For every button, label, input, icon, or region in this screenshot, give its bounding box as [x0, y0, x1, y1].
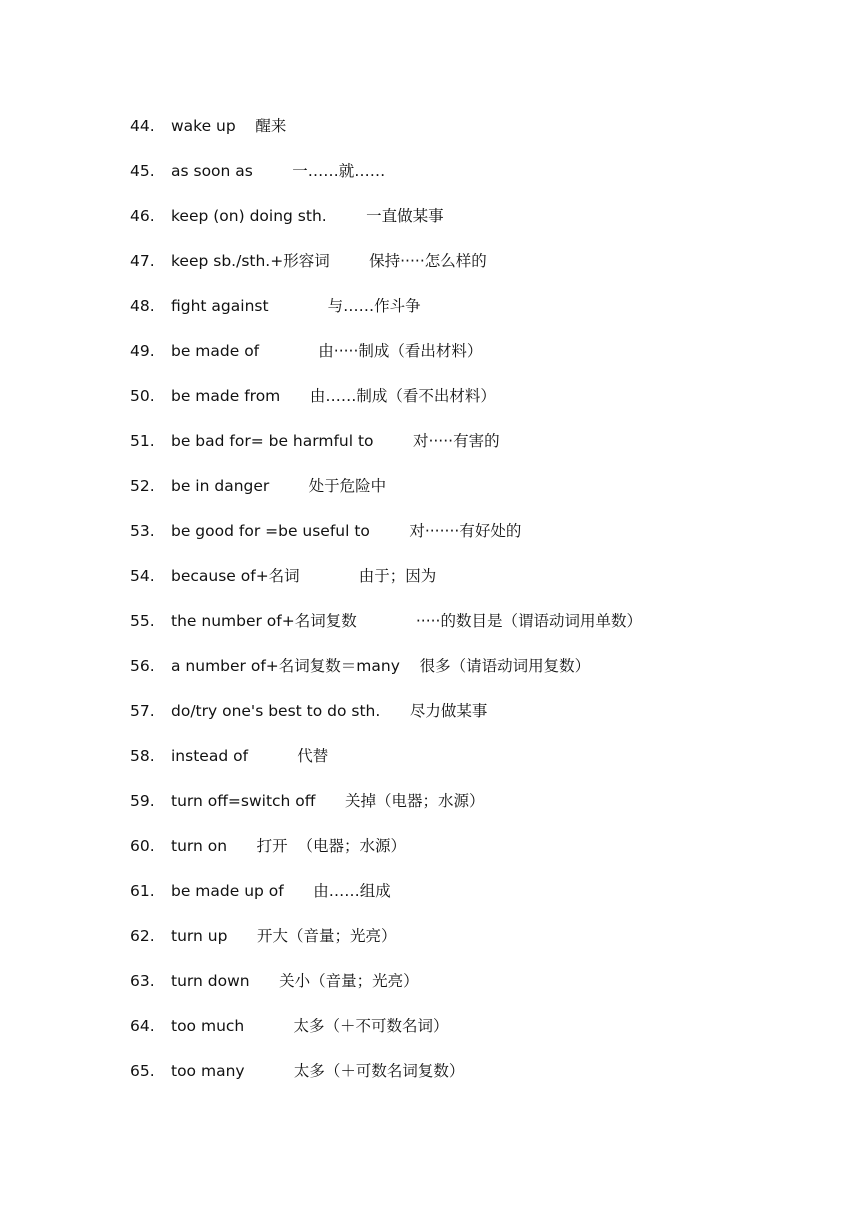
item-text: do/try one's best to do sth. 尽力做某事: [171, 702, 488, 720]
item-number: 63.: [130, 972, 155, 990]
list-item: [130, 742, 830, 787]
item-number: 48.: [130, 297, 155, 315]
list-item: [130, 832, 830, 877]
phrase-list: [130, 112, 830, 1102]
item-number: 50.: [130, 387, 155, 405]
list-item: [130, 157, 830, 202]
item-text: turn up 开大（音量；光亮）: [171, 927, 397, 945]
item-text: turn on 打开 （电器；水源）: [171, 837, 406, 855]
list-item: [130, 517, 830, 562]
item-number: 64.: [130, 1017, 155, 1035]
item-number: 57.: [130, 702, 155, 720]
list-item: [130, 922, 830, 967]
item-number: 52.: [130, 477, 155, 495]
item-text: turn off=switch off 关掉（电器；水源）: [171, 792, 485, 810]
list-item: [130, 877, 830, 922]
list-item: [130, 652, 830, 697]
item-text: be in danger 处于危险中: [171, 477, 387, 495]
list-item: [130, 1057, 830, 1102]
item-number: 62.: [130, 927, 155, 945]
item-text: the number of+名词复数 ·····的数目是（谓语动词用单数）: [171, 612, 642, 630]
item-text: turn down 关小（音量；光亮）: [171, 972, 419, 990]
item-number: 46.: [130, 207, 155, 225]
item-number: 55.: [130, 612, 155, 630]
list-item: [130, 787, 830, 832]
item-text: be made from 由……制成（看不出材料）: [171, 387, 496, 405]
item-number: 59.: [130, 792, 155, 810]
item-text: keep (on) doing sth. 一直做某事: [171, 207, 444, 225]
item-number: 51.: [130, 432, 155, 450]
list-item: [130, 337, 830, 382]
list-item: [130, 967, 830, 1012]
item-number: 65.: [130, 1062, 155, 1080]
item-number: 49.: [130, 342, 155, 360]
item-number: 60.: [130, 837, 155, 855]
list-item: [130, 112, 830, 157]
list-item: [130, 1012, 830, 1057]
item-text: a number of+名词复数＝many 很多（请语动词用复数）: [171, 657, 591, 675]
item-text: be made up of 由……组成: [171, 882, 391, 900]
list-item: [130, 562, 830, 607]
list-item: [130, 247, 830, 292]
item-number: 54.: [130, 567, 155, 585]
list-item: [130, 202, 830, 247]
list-item: [130, 607, 830, 652]
item-text: be made of 由·····制成（看出材料）: [171, 342, 483, 360]
item-number: 61.: [130, 882, 155, 900]
item-number: 53.: [130, 522, 155, 540]
item-text: too much 太多（＋不可数名词）: [171, 1017, 449, 1035]
item-text: be good for =be useful to 对·······有好处的: [171, 522, 522, 540]
list-item: [130, 382, 830, 427]
item-number: 47.: [130, 252, 155, 270]
item-text: instead of 代替: [171, 747, 329, 765]
item-text: too many 太多（＋可数名词复数）: [171, 1062, 465, 1080]
list-item: [130, 427, 830, 472]
list-item: [130, 697, 830, 742]
item-number: 58.: [130, 747, 155, 765]
list-item: [130, 472, 830, 517]
item-text: wake up 醒来: [171, 117, 287, 135]
item-text: be bad for= be harmful to 对·····有害的: [171, 432, 500, 450]
item-text: as soon as 一……就……: [171, 162, 386, 180]
item-text: keep sb./sth.+形容词 保持·····怎么样的: [171, 252, 487, 270]
item-number: 44.: [130, 117, 155, 135]
item-number: 56.: [130, 657, 155, 675]
item-number: 45.: [130, 162, 155, 180]
item-text: because of+名词 由于；因为: [171, 567, 437, 585]
list-item: [130, 292, 830, 337]
item-text: fight against 与……作斗争: [171, 297, 421, 315]
